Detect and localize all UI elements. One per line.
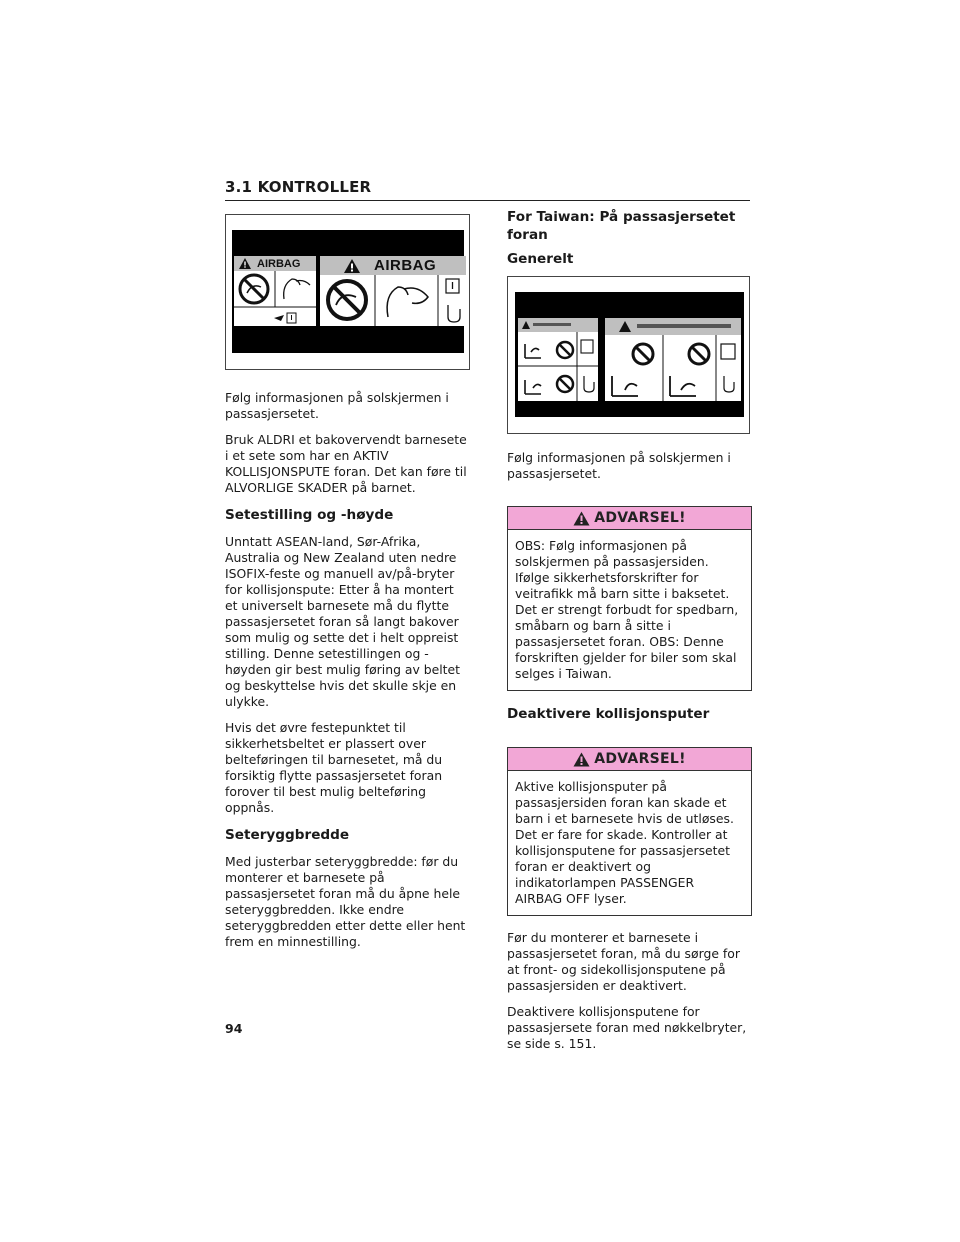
label-black-background: [232, 230, 464, 353]
warning-body: [508, 771, 751, 915]
warning-header: [508, 748, 751, 771]
section-heading: Setestilling og -høyde: [225, 507, 394, 523]
label-black-background: [515, 292, 744, 417]
warning-triangle-icon: [239, 258, 251, 269]
section-heading: Deaktivere kollisjonsputer: [507, 706, 710, 722]
label-small-header: [234, 256, 316, 271]
section-heading: For Taiwan: På passasjersetet foran: [507, 209, 736, 243]
warning-box: [507, 747, 752, 916]
warning-triangle-icon: [344, 259, 360, 273]
label-small-text: AIRBAG: [257, 257, 301, 270]
page-header: [225, 178, 750, 201]
label-small-panel: [234, 256, 316, 326]
label-large-panel: [320, 256, 466, 326]
section-title: 3.1 KONTROLLER: [225, 178, 372, 196]
page-number: 94: [225, 1021, 243, 1036]
section-heading: Seteryggbredde: [225, 827, 350, 843]
warning-title: ADVARSEL!: [594, 510, 686, 526]
label-large-header: [320, 256, 466, 275]
warning-body: [508, 530, 751, 690]
warning-text: OBS: Følg informasjonen på solskjermen på passasjersiden. Ifølge sikkerhetsforskrifter for veitrafikk må barn sitte i baksetet. Det er strengt forbudt for spedbarn, småbarn og barn å sitte i passasjersetet foran. OBS: Denne forskriften gjelder for biler som skal selges i Taiwan.: [515, 538, 739, 681]
paragraph: Bruk ALDRI et bakovervendt barnesete i et sete som har en AKTIV KOLLISJONSPUTE foran. Det kan føre til ALVORLIGE SKADER på barnet.: [225, 432, 467, 495]
paragraph: Unntatt ASEAN-land, Sør-Afrika, Australia og New Zealand uten nedre ISOFIX-feste og manuell av/på-bryter for kollisjonspute: Etter å ha montert et universelt barnesete må du flytte passasjersetet foran så langt bakover som mulig og sette det i helt oppreist stilling. Denne setestillingen og -høyden gir best mulig føring av beltet og beskyttelse hvis det skulle skje en ulykke.: [225, 534, 461, 709]
warning-header: [508, 507, 751, 530]
warning-triangle-icon: [573, 511, 590, 526]
warning-text: Aktive kollisjonsputer på passasjersiden foran kan skade et barn i et barnesete hvis de utløses. Det er fare for skade. Kontroller at kollisjonsputene for passasjersetet foran er deaktivert og indikatorlampen PASSENGER AIRBAG OFF lyser.: [515, 779, 734, 906]
taiwan-pictogram-icon: [515, 292, 744, 417]
paragraph: Følg informasjonen på solskjermen i passasjersetet.: [507, 450, 731, 481]
warning-title: ADVARSEL!: [594, 751, 686, 767]
section-heading: Generelt: [507, 251, 574, 267]
paragraph: Følg informasjonen på solskjermen i passasjersetet.: [225, 390, 449, 421]
airbag-label-figure: [225, 214, 470, 370]
warning-box: [507, 506, 752, 691]
no-rear-facing-seat-icon: [234, 271, 316, 326]
left-column: [225, 214, 470, 960]
paragraph: Før du monterer et barnesete i passasjersetet foran, må du sørge for at front- og sidekollisjonsputene på passasjersiden er deaktivert.: [507, 930, 740, 993]
paragraph: Deaktivere kollisjonsputene for passasjersete foran med nøkkelbryter, se side s. 151.: [507, 1004, 747, 1051]
taiwan-label-figure: [507, 276, 750, 434]
airbag-pictogram-icon: [320, 275, 466, 326]
paragraph: Hvis det øvre festepunktet til sikkerhetsbeltet er plassert over belteføringen til barnesetet, må du forsiktig flytte passasjersetet foran forover til best mulig belteføring oppnås.: [225, 720, 443, 815]
label-large-text: AIRBAG: [374, 257, 437, 274]
paragraph: Med justerbar seteryggbredde: før du monterer et barnesete på passasjersetet foran må du åpne hele seteryggbredden. Ikke endre seteryggbredden etter dette eller hent frem en minnestilling.: [225, 854, 466, 949]
warning-triangle-icon: [573, 752, 590, 767]
right-column: [507, 208, 752, 1062]
